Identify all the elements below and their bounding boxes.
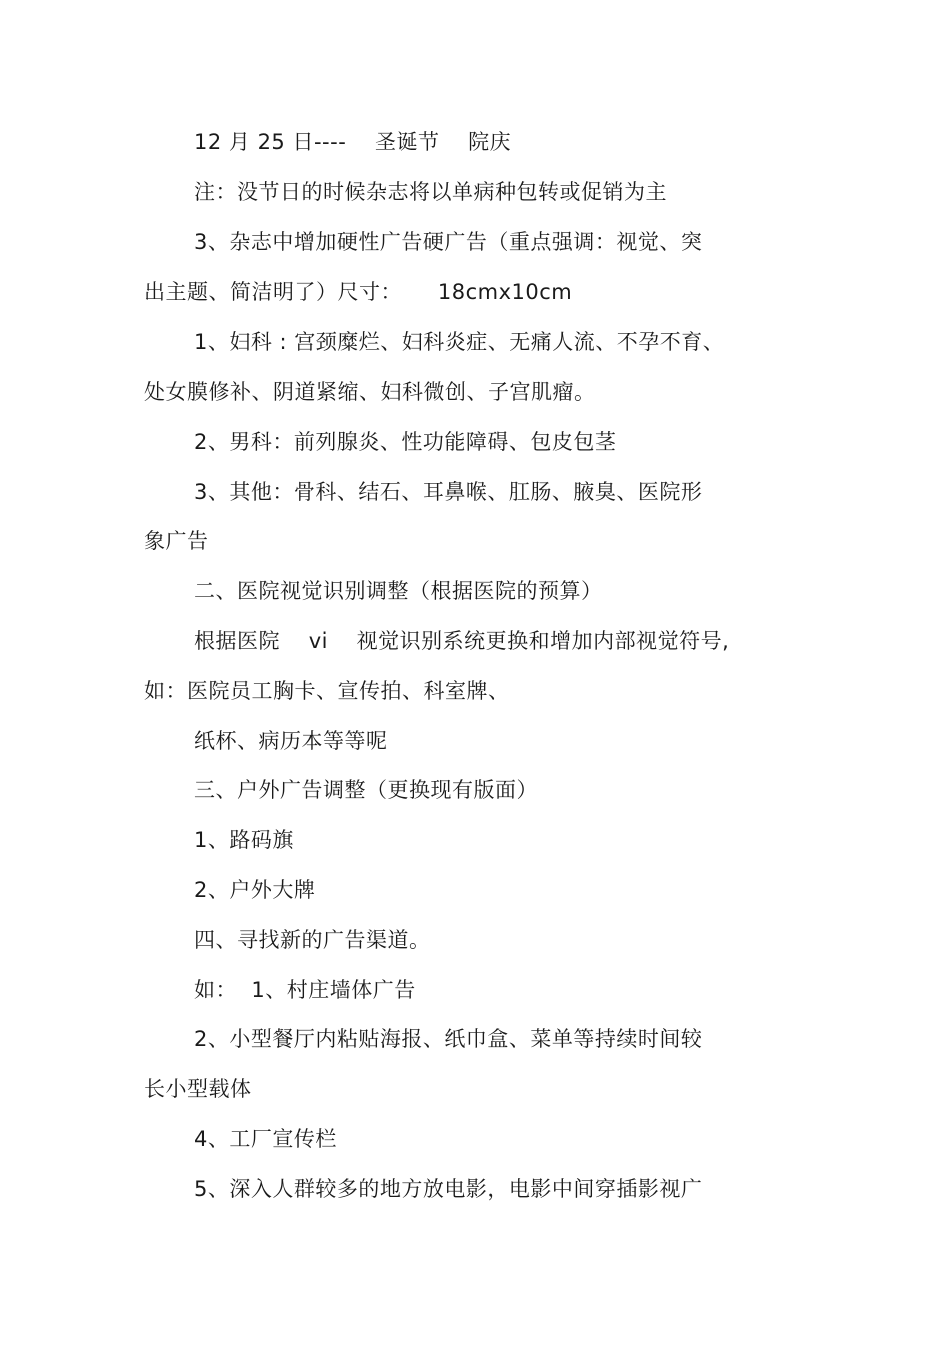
text-line-8: 3、其他：骨科、结石、耳鼻喉、肛肠、腋臭、医院形 xyxy=(194,480,703,504)
text-line-5: 1、妇科 : 宫颈糜烂、妇科炎症、无痛人流、不孕不育、 xyxy=(194,330,725,354)
text-line-17: 四、寻找新的广告渠道。 xyxy=(194,928,431,952)
text-line-9: 象广告 xyxy=(144,529,209,553)
text-line-3: 3、杂志中增加硬性广告硬广告（重点强调：视觉、突 xyxy=(194,230,703,254)
text-line-10: 二、医院视觉识别调整（根据医院的预算） xyxy=(194,579,603,603)
text-line-19: 2、小型餐厅内粘贴海报、纸巾盒、菜单等持续时间较 xyxy=(194,1027,703,1051)
text-line-11: 根据医院 vi 视觉识别系统更换和增加内部视觉符号, xyxy=(194,629,730,653)
text-line-7: 2、男科：前列腺炎、性功能障碍、包皮包茎 xyxy=(194,430,617,454)
text-line-18: 如： 1、村庄墙体广告 xyxy=(194,978,416,1002)
text-line-20: 长小型载体 xyxy=(144,1077,252,1101)
text-line-14: 三、户外广告调整（更换现有版面） xyxy=(194,778,538,802)
text-line-4: 出主题、简洁明了）尺寸： 18cmx10cm xyxy=(144,280,573,304)
text-line-13: 纸杯、病历本等等呢 xyxy=(194,729,388,753)
text-line-16: 2、户外大牌 xyxy=(194,878,316,902)
text-line-1: 12 月 25 日---- 圣诞节 院庆 xyxy=(194,130,512,154)
text-line-2: 注：没节日的时候杂志将以单病种包转或促销为主 xyxy=(194,180,667,204)
text-line-12: 如：医院员工胸卡、宣传拍、科室牌、 xyxy=(144,679,510,703)
text-line-15: 1、路码旗 xyxy=(194,828,294,852)
text-line-21: 4、工厂宣传栏 xyxy=(194,1127,337,1151)
text-line-6: 处女膜修补、阴道紧缩、妇科微创、子宫肌瘤。 xyxy=(144,380,596,404)
text-line-22: 5、深入人群较多的地方放电影，电影中间穿插影视广 xyxy=(194,1177,703,1201)
